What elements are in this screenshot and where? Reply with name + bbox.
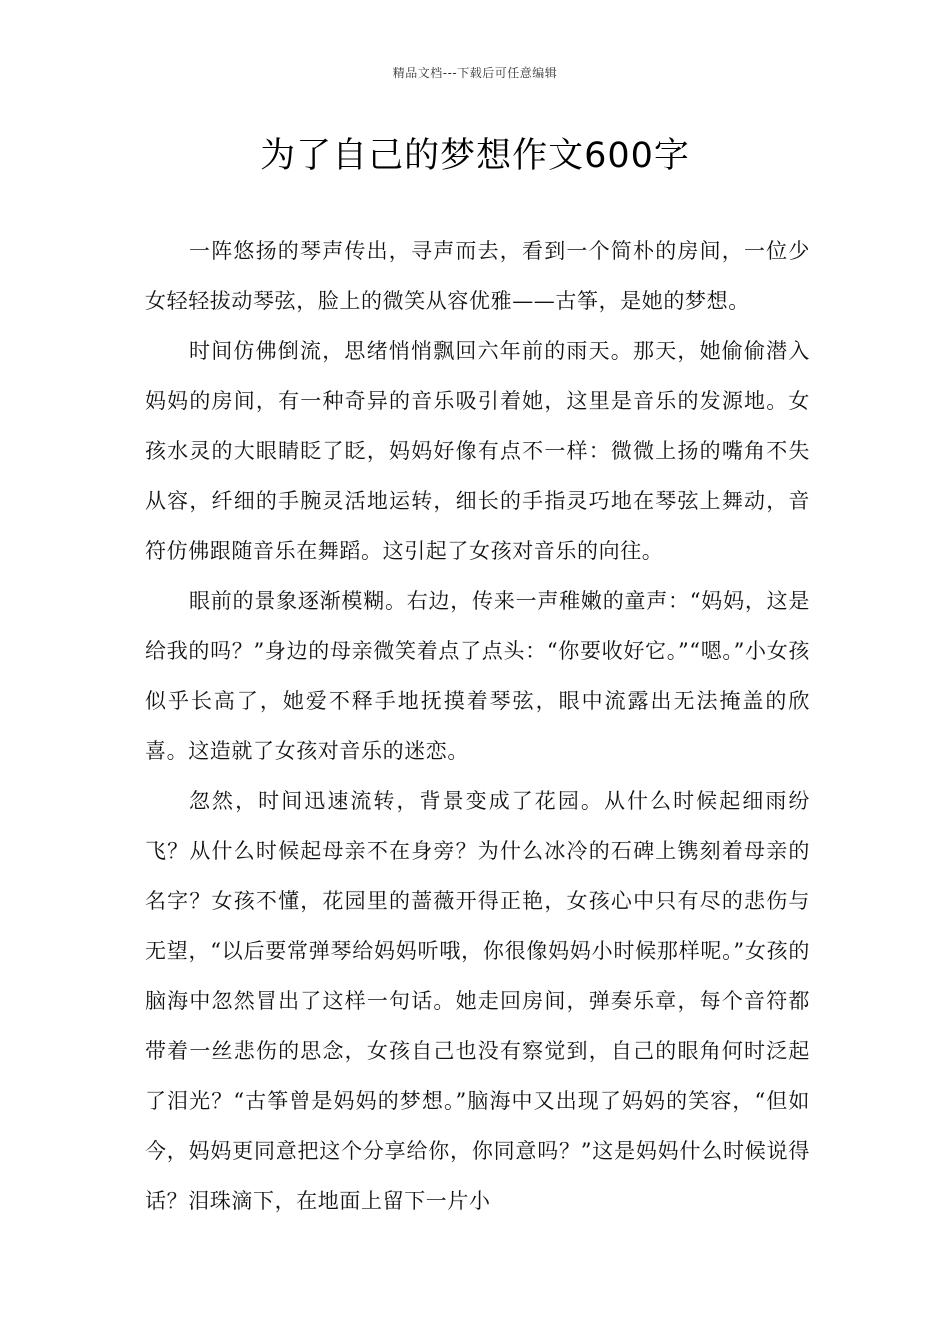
paragraph-2: 时间仿佛倒流，思绪悄悄飘回六年前的雨天。那天，她偷偷潜入妈妈的房间，有一种奇异的音乐吸引着她，这里是音乐的发源地。女孩水灵的大眼睛眨了眨，妈妈好像有点不一样：微微上扬的嘴角不失从容，纤细的手腕灵活地运转，细长的手指灵巧地在琴弦上舞动，音符仿佛跟随音乐在舞蹈。这引起了女孩对音乐的向往。 xyxy=(145,339,810,563)
paragraph-1: 一阵悠扬的琴声传出，寻声而去，看到一个简朴的房间，一位少女轻轻拔动琴弦，脸上的微笑从容优雅——古筝，是她的梦想。 xyxy=(145,239,810,313)
paragraph-4: 忽然，时间迅速流转，背景变成了花园。从什么时候起细雨纷飞？从什么时候起母亲不在身旁？为什么冰冷的石碑上镌刻着母亲的名字？女孩不懂，花园里的蔷薇开得正艳，女孩心中只有尽的悲伤与无望，“以后要常弹琴给妈妈听哦，你很像妈妈小时候那样呢。”女孩的脑海中忽然冒出了这样一句话。她走回房间，弹奏乐章，每个音符都带着一丝悲伤的思念，女孩自己也没有察觉到，自己的眼角何时泛起了泪光？“古筝曾是妈妈的梦想。”脑海中又出现了妈妈的笑容，“但如今，妈妈更同意把这个分享给你，你同意吗？”这是妈妈什么时候说得话？泪珠滴下，在地面上留下一片小 xyxy=(145,789,810,1213)
document-title: 为了自己的梦想作文600字 xyxy=(260,136,690,176)
essay-body xyxy=(145,226,810,1226)
header-note: 精品文档---下载后可任意编辑 xyxy=(392,66,558,80)
paragraph-3: 眼前的景象逐渐模糊。右边，传来一声稚嫩的童声：“妈妈，这是给我的吗？”身边的母亲微笑着点了点头：“你要收好它。”“嗯。”小女孩似乎长高了，她爱不释手地抚摸着琴弦，眼中流露出无法掩盖的欣喜。这造就了女孩对音乐的迷恋。 xyxy=(145,589,810,763)
